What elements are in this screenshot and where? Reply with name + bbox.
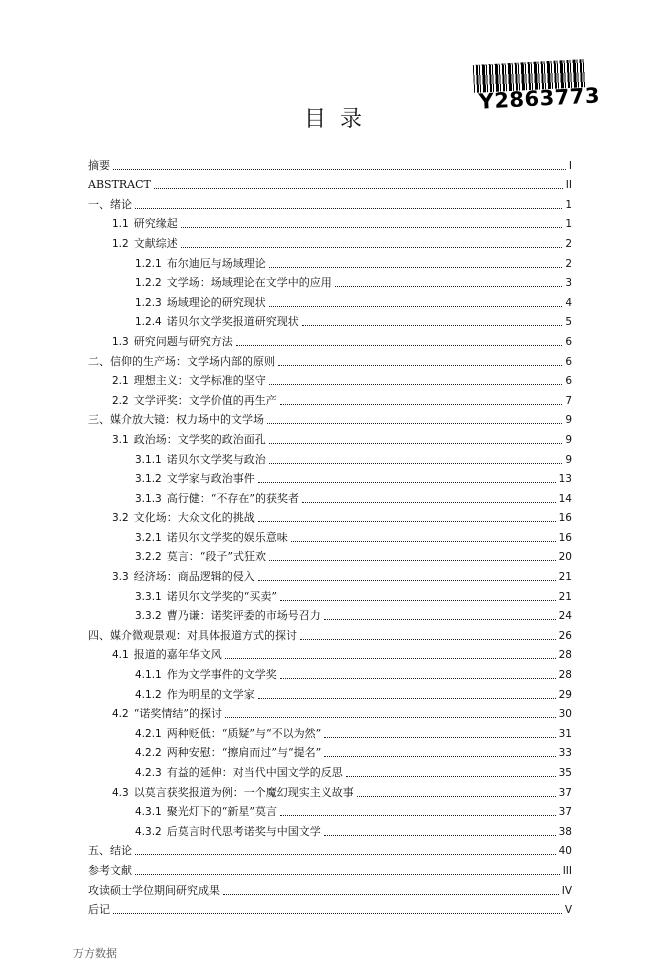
- toc-entry: [88, 864, 134, 878]
- toc-section-number: 4.2.2: [135, 747, 162, 760]
- toc-leader-dots: [223, 894, 559, 895]
- toc-entry: [88, 668, 279, 682]
- toc-section-number: 1.2.4: [135, 316, 162, 329]
- toc-section-number: 1.2: [112, 237, 129, 250]
- toc-section-title: 报道的嘉年华文风: [133, 648, 222, 662]
- toc-row[interactable]: [88, 506, 572, 526]
- toc-section-title: “诺奖情结”的探讨: [133, 707, 222, 721]
- toc-page-number: 38: [558, 825, 572, 838]
- toc-section-title: 四、媒介微观景观：对具体报道方式的探讨: [88, 628, 297, 642]
- toc-leader-dots: [269, 463, 563, 464]
- toc-entry: [88, 472, 257, 486]
- toc-section-number: 4.3.1: [135, 806, 162, 819]
- toc-page-number: 24: [558, 610, 572, 623]
- toc-entry: [88, 492, 301, 506]
- toc-entry: [88, 570, 257, 584]
- toc-page-number: 16: [558, 512, 572, 525]
- toc-row[interactable]: [88, 721, 572, 741]
- toc-section-title: 诺贝尔文学奖的“买卖”: [166, 589, 277, 603]
- toc-section-title: 莫言：“段子”式狂欢: [166, 550, 266, 564]
- toc-entry: [88, 786, 356, 800]
- toc-entry: [88, 217, 180, 231]
- toc-row[interactable]: [88, 643, 572, 663]
- toc-entry: [88, 374, 268, 388]
- toc-row[interactable]: [88, 369, 572, 389]
- toc-section-title: 攻读硕士学位期间研究成果: [88, 883, 220, 897]
- toc-section-number: 4.1.2: [135, 688, 162, 701]
- toc-leader-dots: [225, 717, 556, 718]
- toc-page-number: 35: [558, 767, 572, 779]
- watermark-text: 万方数据: [73, 947, 117, 960]
- toc-section-number: 3.1.2: [135, 473, 162, 486]
- table-of-contents: [88, 153, 572, 917]
- toc-entry: [88, 805, 279, 819]
- toc-page-number: 6: [565, 375, 572, 388]
- toc-leader-dots: [258, 698, 556, 699]
- toc-leader-dots: [302, 325, 563, 326]
- toc-section-title: 两种安慰：“擦肩而过”与“提名”: [166, 746, 322, 760]
- toc-row[interactable]: [88, 800, 572, 820]
- toc-row[interactable]: [88, 447, 572, 467]
- toc-leader-dots: [135, 874, 560, 875]
- toc-row[interactable]: [88, 702, 572, 722]
- toc-section-title: 聚光灯下的“新星”莫言: [166, 805, 277, 819]
- toc-page-number: 29: [558, 688, 572, 701]
- toc-leader-dots: [269, 306, 563, 307]
- toc-row[interactable]: [88, 173, 572, 193]
- toc-leader-dots: [357, 796, 556, 797]
- toc-section-title: 布尔迪厄与场域理论: [166, 256, 266, 270]
- toc-section-number: 4.2.1: [135, 727, 162, 740]
- toc-section-title: 政治场：文学奖的政治面孔: [133, 432, 266, 446]
- toc-section-number: 3.1.1: [135, 453, 162, 466]
- toc-page-number: 9: [565, 433, 572, 446]
- toc-row[interactable]: [88, 310, 572, 330]
- toc-row[interactable]: [88, 819, 572, 839]
- toc-section-title: 后记: [88, 903, 110, 917]
- toc-section-title: 文学家与政治事件: [166, 472, 255, 486]
- toc-section-title: 理想主义：文学标准的坚守: [133, 374, 266, 388]
- toc-entry: [88, 178, 153, 192]
- toc-entry: [88, 355, 277, 369]
- toc-section-number: 4.1: [112, 649, 129, 662]
- toc-leader-dots: [135, 208, 562, 209]
- toc-row[interactable]: [88, 682, 572, 702]
- toc-section-number: 1.2.1: [135, 257, 162, 270]
- toc-entry: [88, 531, 290, 545]
- toc-entry: [88, 884, 222, 898]
- toc-section-number: 3.3: [112, 571, 129, 584]
- toc-section-title: 二、信仰的生产场：文学场内部的原则: [88, 354, 275, 368]
- toc-section-title: 文学场：场域理论在文学中的应用: [166, 276, 332, 290]
- toc-leader-dots: [280, 678, 556, 679]
- toc-section-number: 1.2.3: [135, 296, 162, 309]
- toc-section-title: 参考文献: [88, 863, 132, 877]
- toc-section-title: 摘要: [88, 158, 110, 172]
- toc-entry: [88, 903, 112, 917]
- toc-row[interactable]: [88, 898, 572, 918]
- toc-section-title: 五、结论: [88, 844, 132, 858]
- toc-section-title: 以莫言获奖报道为例：一个魔幻现实主义故事: [133, 785, 354, 799]
- toc-page-number: 28: [558, 649, 572, 662]
- toc-leader-dots: [113, 913, 562, 914]
- toc-page-number: 9: [565, 453, 572, 466]
- toc-entry: [88, 335, 235, 349]
- toc-section-number: 2.1: [112, 375, 129, 388]
- toc-section-title: 诺贝尔文学奖报道研究现状: [166, 315, 299, 329]
- toc-leader-dots: [135, 854, 556, 855]
- toc-leader-dots: [300, 639, 556, 640]
- toc-row[interactable]: [88, 623, 572, 643]
- toc-page-number: II: [565, 179, 572, 192]
- toc-leader-dots: [181, 227, 563, 228]
- toc-section-title: 文献综述: [133, 236, 178, 250]
- toc-leader-dots: [324, 737, 555, 738]
- toc-page-number: 37: [558, 786, 572, 799]
- toc-entry: [88, 688, 257, 702]
- toc-page-number: 3: [565, 277, 572, 290]
- toc-leader-dots: [258, 482, 556, 483]
- toc-leader-dots: [324, 619, 556, 620]
- toc-page-number: 1: [565, 198, 572, 211]
- toc-page-number: 14: [558, 492, 572, 505]
- toc-row[interactable]: [88, 329, 572, 349]
- toc-entry: [88, 707, 224, 721]
- toc-section-number: 1.3: [112, 335, 129, 348]
- toc-page-number: III: [562, 864, 572, 877]
- toc-section-title: 后莫言时代思考诺奖与中国文学: [166, 824, 321, 838]
- toc-entry: [88, 609, 323, 623]
- toc-entry: [88, 315, 301, 329]
- toc-entry: [88, 550, 268, 564]
- toc-entry: [88, 825, 323, 839]
- toc-page-number: 1: [565, 218, 572, 231]
- toc-section-number: 3.3.2: [135, 610, 162, 623]
- toc-row[interactable]: [88, 584, 572, 604]
- toc-section-title: 作为明星的文学家: [166, 687, 255, 701]
- toc-section-title: 文化场：大众文化的挑战: [133, 511, 255, 525]
- toc-entry: [88, 198, 134, 212]
- toc-leader-dots: [302, 502, 556, 503]
- toc-section-number: 3.2.2: [135, 551, 162, 564]
- toc-section-title: ABSTRACT: [88, 178, 151, 192]
- toc-entry: [88, 727, 323, 741]
- toc-entry: [88, 648, 224, 662]
- toc-row[interactable]: [88, 839, 572, 859]
- toc-page-number: 6: [565, 355, 572, 368]
- page-title: 目录: [303, 107, 376, 132]
- toc-leader-dots: [236, 345, 563, 346]
- toc-section-number: 4.2: [112, 708, 129, 721]
- toc-page-number: 4: [565, 296, 572, 309]
- toc-section-number: 4.3: [112, 786, 129, 799]
- toc-leader-dots: [258, 580, 556, 581]
- toc-page-number: 16: [558, 531, 572, 544]
- toc-section-number: 3.1.3: [135, 492, 162, 505]
- toc-section-number: 4.3.2: [135, 825, 162, 838]
- toc-entry: [88, 159, 112, 173]
- toc-page-number: 5: [565, 316, 572, 329]
- toc-row[interactable]: [88, 408, 572, 428]
- toc-row[interactable]: [88, 349, 572, 369]
- toc-page-number: IV: [561, 884, 572, 897]
- toc-row[interactable]: [88, 388, 572, 408]
- toc-leader-dots: [269, 384, 563, 385]
- toc-entry: [88, 276, 334, 290]
- toc-leader-dots: [269, 267, 563, 268]
- toc-row[interactable]: [88, 662, 572, 682]
- toc-section-title: 诺贝尔文学奖的娱乐意味: [166, 530, 288, 544]
- toc-section-title: 文学评奖：文学价值的再生产: [133, 393, 277, 407]
- toc-page-number: 7: [565, 394, 572, 407]
- toc-row[interactable]: [88, 858, 572, 878]
- toc-leader-dots: [269, 560, 556, 561]
- toc-leader-dots: [258, 521, 556, 522]
- toc-row[interactable]: [88, 878, 572, 898]
- toc-page-number: 13: [558, 473, 572, 486]
- toc-page-number: 40: [558, 845, 572, 858]
- toc-row[interactable]: [88, 780, 572, 800]
- toc-page-number: 21: [558, 571, 572, 584]
- toc-page-number: 2: [565, 257, 572, 270]
- barcode-number: Y2863773: [478, 83, 601, 114]
- toc-row[interactable]: [88, 290, 572, 310]
- toc-section-number: 3.3.1: [135, 590, 162, 603]
- toc-row[interactable]: [88, 604, 572, 624]
- toc-section-title: 研究缘起: [133, 217, 178, 231]
- toc-section-number: 2.2: [112, 394, 129, 407]
- toc-row[interactable]: [88, 192, 572, 212]
- toc-row[interactable]: [88, 564, 572, 584]
- toc-entry: [88, 746, 323, 760]
- toc-row[interactable]: [88, 760, 572, 780]
- toc-row[interactable]: [88, 427, 572, 447]
- toc-leader-dots: [113, 169, 566, 170]
- toc-row[interactable]: [88, 741, 572, 761]
- toc-section-title: 两种贬低：“质疑”与“不以为然”: [166, 726, 322, 740]
- toc-section-title: 诺贝尔文学奖与政治: [166, 452, 266, 466]
- toc-section-number: 3.2.1: [135, 531, 162, 544]
- toc-leader-dots: [154, 188, 563, 189]
- toc-section-number: 4.1.1: [135, 669, 162, 682]
- toc-leader-dots: [280, 404, 563, 405]
- toc-row[interactable]: [88, 231, 572, 251]
- toc-page-number: I: [568, 159, 572, 172]
- toc-page-number: 6: [565, 335, 572, 348]
- toc-leader-dots: [324, 756, 555, 757]
- toc-leader-dots: [280, 600, 556, 601]
- toc-section-title: 一、绪论: [88, 197, 132, 211]
- toc-section-number: 1.2.2: [135, 277, 162, 290]
- toc-entry: [88, 844, 134, 858]
- toc-page-number: 31: [558, 727, 572, 740]
- toc-page-number: 21: [558, 590, 572, 603]
- toc-page-number: 30: [558, 708, 572, 721]
- toc-entry: [88, 394, 279, 408]
- toc-entry: [88, 590, 279, 604]
- toc-page-number: 26: [558, 629, 572, 642]
- toc-row[interactable]: [88, 486, 572, 506]
- toc-row[interactable]: [88, 271, 572, 291]
- toc-page-number: 28: [558, 669, 572, 682]
- toc-entry: [88, 257, 268, 271]
- toc-leader-dots: [280, 815, 556, 816]
- toc-entry: [88, 511, 257, 525]
- toc-row[interactable]: [88, 153, 572, 173]
- toc-entry: [88, 237, 180, 251]
- toc-section-title: 高行健：“不存在”的获奖者: [166, 491, 299, 505]
- toc-row[interactable]: [88, 467, 572, 487]
- toc-section-number: 4.2.3: [135, 767, 162, 779]
- toc-row[interactable]: [88, 251, 572, 271]
- toc-page-number: V: [564, 904, 572, 917]
- toc-section-title: 研究问题与研究方法: [133, 334, 233, 348]
- toc-section-title: 经济场：商品逻辑的侵入: [133, 570, 255, 584]
- toc-section-title: 有益的延伸：对当代中国文学的反思: [166, 766, 343, 779]
- toc-page-number: 20: [558, 551, 572, 564]
- toc-leader-dots: [291, 541, 556, 542]
- toc-leader-dots: [335, 286, 563, 287]
- toc-section-number: 1.1: [112, 218, 129, 231]
- toc-row[interactable]: [88, 545, 572, 565]
- toc-leader-dots: [181, 247, 563, 248]
- toc-page-number: 2: [565, 237, 572, 250]
- toc-leader-dots: [278, 365, 562, 366]
- toc-section-title: 三、媒介放大镜：权力场中的文学场: [88, 413, 264, 427]
- toc-section-title: 作为文学事件的文学奖: [166, 668, 277, 682]
- toc-entry: [88, 453, 268, 467]
- toc-section-number: 3.1: [112, 433, 129, 446]
- toc-page-number: 33: [558, 747, 572, 760]
- toc-leader-dots: [269, 443, 563, 444]
- toc-page-number: 9: [565, 414, 572, 427]
- toc-leader-dots: [346, 776, 556, 777]
- toc-section-title: 曹乃谦：诺奖评委的市场号召力: [166, 609, 321, 623]
- toc-leader-dots: [225, 658, 556, 659]
- toc-section-number: 3.2: [112, 512, 129, 525]
- toc-leader-dots: [267, 423, 562, 424]
- toc-row[interactable]: [88, 525, 572, 545]
- toc-entry: [88, 766, 345, 780]
- toc-entry: [88, 413, 266, 427]
- toc-entry: [88, 433, 268, 447]
- toc-page-number: 37: [558, 806, 572, 819]
- toc-entry: [88, 296, 268, 310]
- toc-leader-dots: [324, 835, 556, 836]
- toc-entry: [88, 629, 299, 643]
- toc-row[interactable]: [88, 212, 572, 232]
- toc-section-title: 场域理论的研究现状: [166, 295, 266, 309]
